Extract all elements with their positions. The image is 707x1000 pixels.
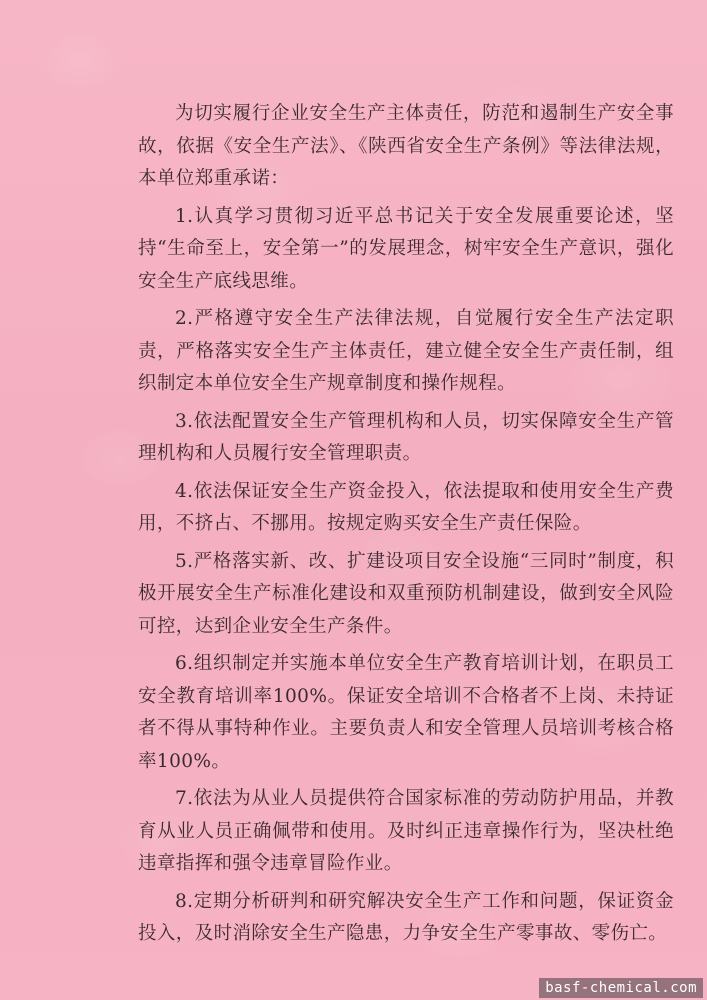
commitment-item-7: 7.依法为从业人员提供符合国家标准的劳动防护用品，并教育从业人员正确佩带和使用。及时纠正违章操作行为，坚决杜绝违章指挥和强令违章冒险作业。 [138, 788, 674, 874]
intro-paragraph: 为切实履行企业安全生产主体责任，防范和遏制生产安全事故，依据《安全生产法》、《陕西省安全生产条例》等法律法规，本单位郑重承诺： [138, 103, 674, 189]
commitment-item-8: 8.定期分析研判和研究解决安全生产工作和问题，保证资金投入，及时消除安全生产隐患，力争安全生产零事故、零伤亡。 [138, 890, 674, 944]
commitment-item-3: 3.依法配置安全生产管理机构和人员，切实保障安全生产管理机构和人员履行安全管理职责。 [138, 410, 674, 464]
commitment-item-5: 5.严格落实新、改、扩建设项目安全设施“三同时”制度，积极开展安全生产标准化建设和双重预防机制建设，做到安全风险可控，达到企业安全生产条件。 [138, 550, 674, 637]
commitment-item-2: 2.严格遵守安全生产法律法规，自觉履行安全生产法定职责，严格落实安全生产主体责任，建立健全安全生产责任制，组织制定本单位安全生产规章制度和操作规程。 [138, 308, 674, 394]
commitment-item-4: 4.依法保证安全生产资金投入，依法提取和使用安全生产费用，不挤占、不挪用。按规定购买安全生产责任保险。 [138, 480, 674, 534]
commitment-item-6: 6.组织制定并实施本单位安全生产教育培训计划，在职员工安全教育培训率100%。保证安全培训不合格者不上岗、未持证者不得从事特种作业。主要负责人和安全管理人员培训考核合格率100%。 [138, 653, 674, 772]
document-body [138, 98, 674, 956]
commitment-item-1: 1.认真学习贯彻习近平总书记关于安全发展重要论述，坚持“生命至上，安全第一”的发展理念，树牢安全生产意识，强化安全生产底线思维。 [138, 205, 674, 292]
site-watermark: basf-chemical.com [539, 978, 703, 998]
